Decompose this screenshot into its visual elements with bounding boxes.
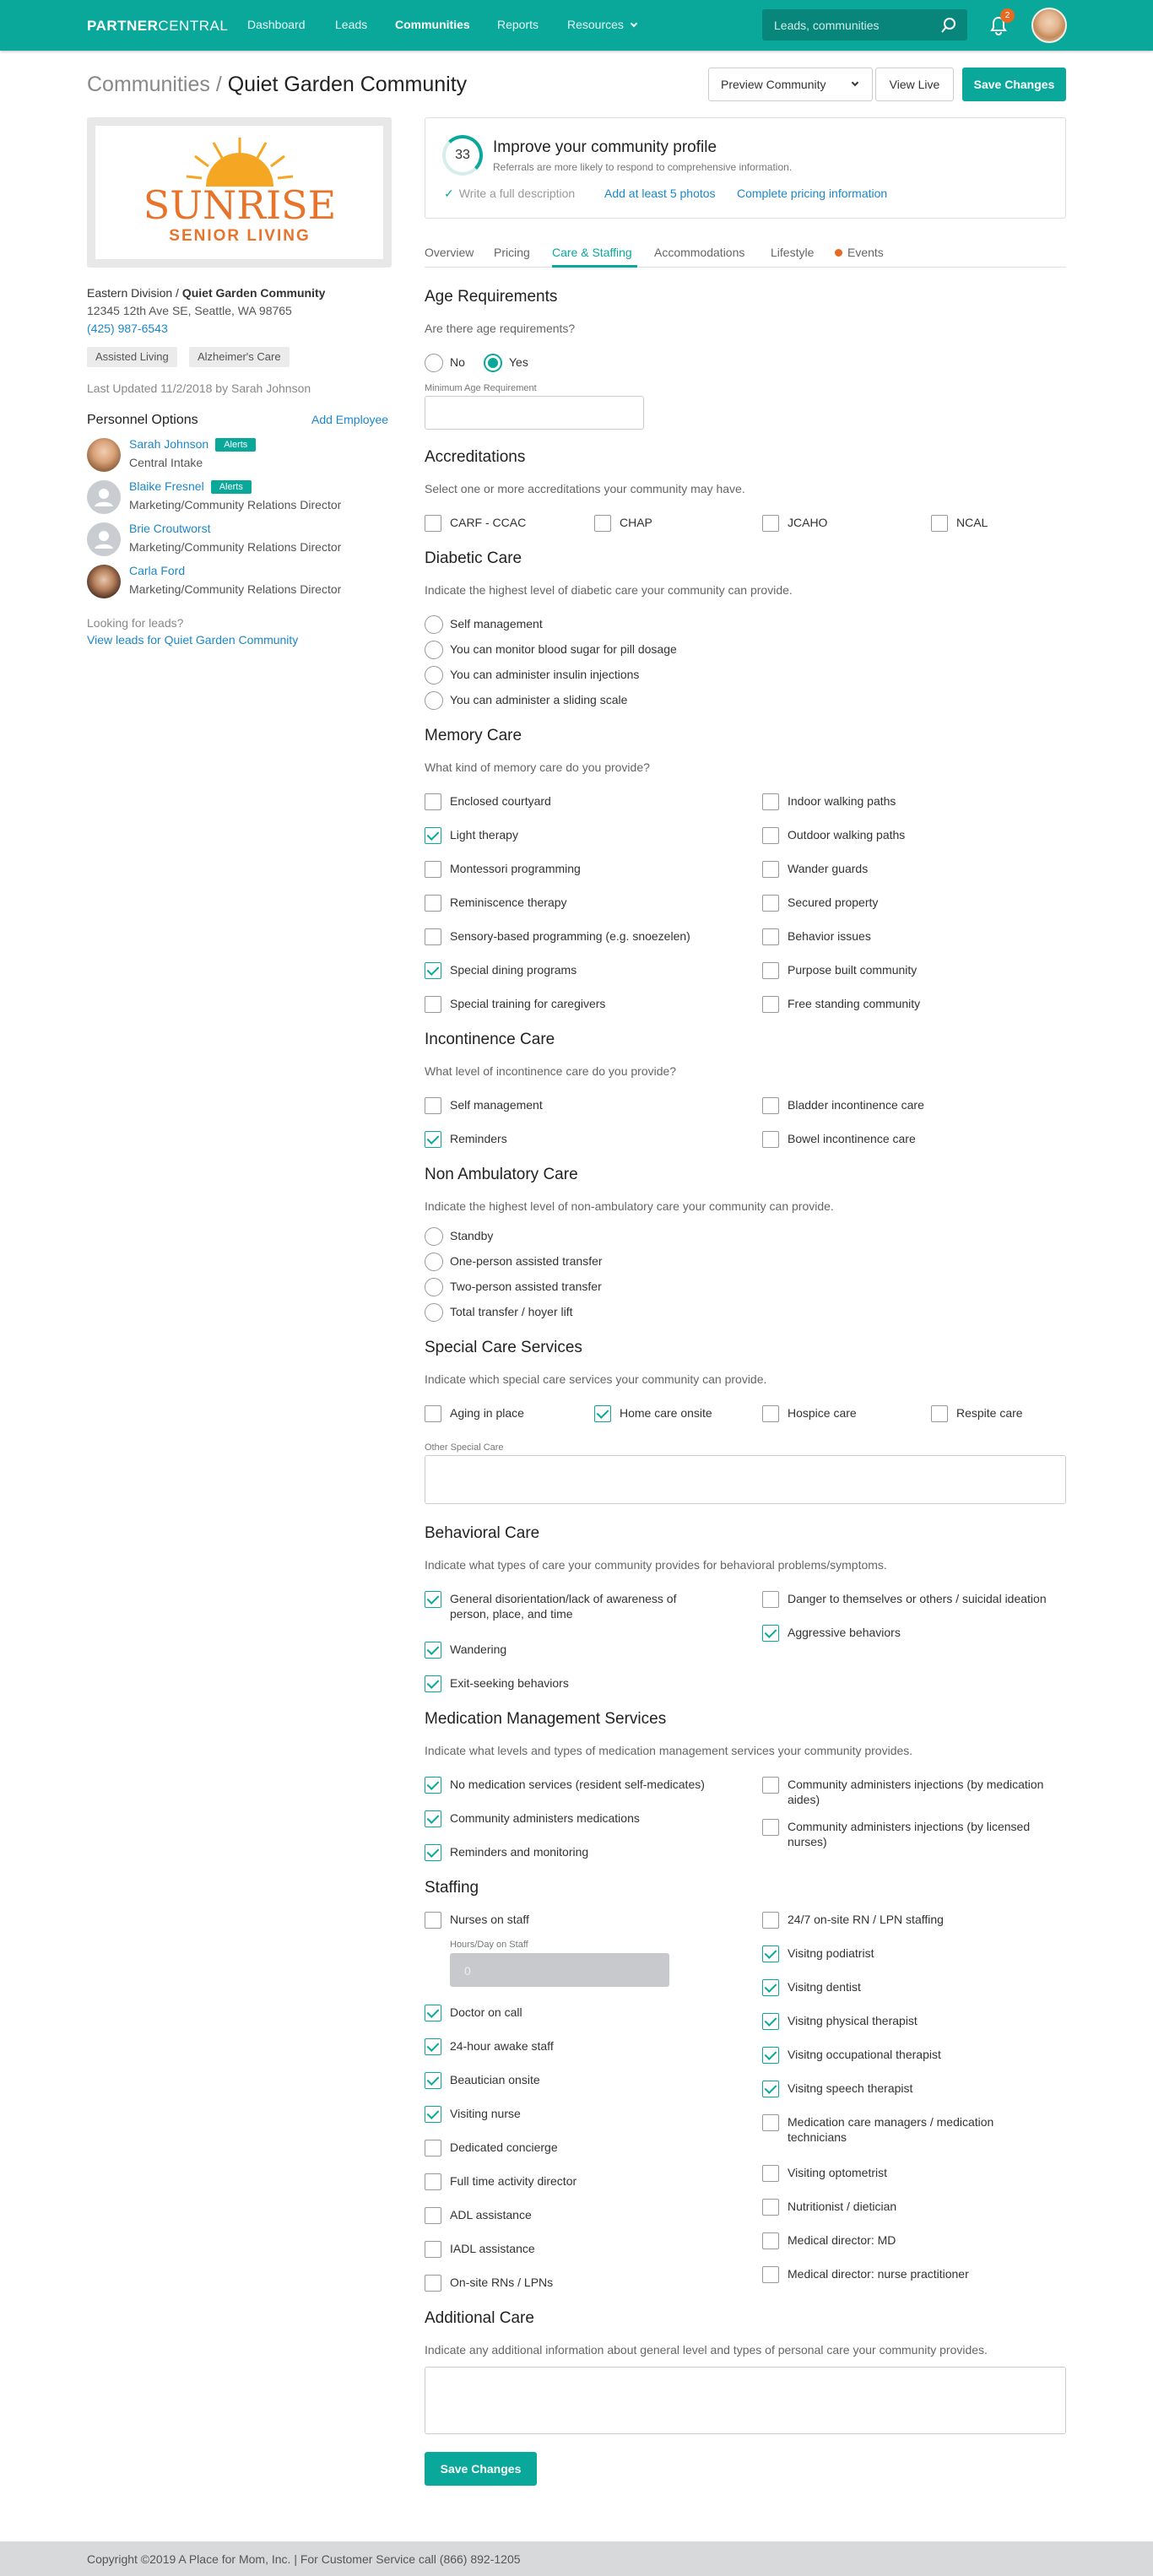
task-pricing-link[interactable]: Complete pricing information bbox=[737, 187, 888, 200]
nav-dashboard[interactable]: Dashboard bbox=[247, 18, 306, 31]
checkbox-icon bbox=[425, 2207, 441, 2224]
checkbox-icon bbox=[425, 2140, 441, 2157]
footer bbox=[0, 2541, 1153, 2576]
nav-communities[interactable]: Communities bbox=[395, 18, 470, 31]
avatar bbox=[87, 480, 121, 514]
checkbox-icon bbox=[762, 861, 779, 878]
svg-text:SENIOR LIVING: SENIOR LIVING bbox=[169, 227, 311, 245]
checkbox-option[interactable]: Purpose built community bbox=[762, 962, 917, 977]
section-title: Accreditations bbox=[425, 448, 526, 466]
breadcrumb bbox=[87, 73, 467, 97]
section-title: Special Care Services bbox=[425, 1339, 582, 1356]
leads-question: Looking for leads? bbox=[87, 616, 184, 630]
checkbox-option[interactable]: General disorientation/lack of awareness of person, place, and time bbox=[425, 1591, 676, 1621]
checkbox-option[interactable]: Behavior issues bbox=[762, 928, 871, 944]
profile-score-ring: 33 bbox=[442, 135, 483, 176]
avatar bbox=[87, 438, 121, 472]
radio-icon bbox=[425, 354, 443, 372]
brand-logo[interactable]: PARTNERCENTRAL bbox=[87, 18, 229, 34]
radio-icon bbox=[425, 615, 443, 634]
checkbox-option[interactable]: On-site RNs / LPNs bbox=[425, 2275, 553, 2290]
radio-icon bbox=[484, 354, 502, 372]
field-label: Hours/Day on Staff bbox=[450, 1940, 528, 1950]
checkbox-option[interactable]: Aggressive behaviors bbox=[762, 1625, 901, 1640]
checkbox-icon bbox=[762, 1777, 779, 1794]
checkbox-option[interactable]: JCAHO bbox=[762, 515, 827, 530]
checkbox-option[interactable]: Wander guards bbox=[762, 861, 868, 876]
checkbox-option[interactable]: 24/7 on-site RN / LPN staffing bbox=[762, 1912, 944, 1927]
checkbox-icon bbox=[425, 1131, 441, 1148]
section-title: Additional Care bbox=[425, 2309, 534, 2327]
checkbox-icon bbox=[762, 2013, 779, 2030]
tab-events[interactable]: Events bbox=[835, 246, 884, 259]
svg-text:SUNRISE: SUNRISE bbox=[143, 182, 337, 228]
section-subtitle: Are there age requirements? bbox=[425, 322, 576, 335]
last-updated: Last Updated 11/2/2018 by Sarah Johnson bbox=[87, 382, 311, 395]
tab-care-staffing[interactable]: Care & Staffing bbox=[552, 246, 632, 259]
checkbox-icon bbox=[762, 2199, 779, 2216]
checkbox-option[interactable]: Reminiscence therapy bbox=[425, 895, 567, 910]
checkbox-option[interactable]: Bladder incontinence care bbox=[762, 1097, 924, 1112]
checkbox-icon bbox=[425, 1097, 441, 1114]
checkbox-option[interactable]: Bowel incontinence care bbox=[762, 1131, 916, 1146]
radio-option[interactable]: Two-person assisted transfer bbox=[425, 1279, 602, 1294]
checkbox-option[interactable]: Respite care bbox=[931, 1405, 1023, 1421]
section-title: Non Ambulatory Care bbox=[425, 1166, 578, 1183]
checkbox-option[interactable]: Full time activity director bbox=[425, 2173, 576, 2189]
nav-resources[interactable]: Resources bbox=[567, 18, 636, 31]
checkbox-icon bbox=[425, 2275, 441, 2292]
checkbox-option[interactable]: ADL assistance bbox=[425, 2207, 532, 2222]
personnel-name[interactable]: Carla Ford bbox=[129, 564, 186, 577]
sunrise-logo-image bbox=[95, 126, 383, 259]
improve-subtitle: Referrals are more likely to respond to comprehensive information. bbox=[493, 161, 793, 173]
checkbox-icon bbox=[425, 1777, 441, 1794]
personnel-role: Marketing/Community Relations Director bbox=[129, 582, 342, 596]
checkbox-option[interactable]: Special dining programs bbox=[425, 962, 576, 977]
section-title: Staffing bbox=[425, 1879, 479, 1897]
checkbox-icon bbox=[931, 515, 948, 532]
checkbox-icon bbox=[425, 2106, 441, 2123]
checkbox-option[interactable]: NCAL bbox=[931, 515, 988, 530]
chevron-down-icon bbox=[852, 79, 858, 86]
personnel-name[interactable]: Sarah Johnson bbox=[129, 437, 209, 451]
section-subtitle: What level of incontinence care do you provide? bbox=[425, 1064, 677, 1078]
checkbox-option[interactable]: CHAP bbox=[594, 515, 652, 530]
section-title: Medication Management Services bbox=[425, 1710, 667, 1728]
checkbox-option[interactable]: Outdoor walking paths bbox=[762, 827, 905, 842]
task-add-photos-link[interactable]: Add at least 5 photos bbox=[604, 187, 716, 200]
checkbox-option[interactable]: Beautician onsite bbox=[425, 2072, 540, 2087]
search-icon[interactable] bbox=[940, 17, 957, 34]
radio-option[interactable]: One-person assisted transfer bbox=[425, 1253, 603, 1269]
checkbox-icon bbox=[762, 1625, 779, 1642]
add-employee-link[interactable]: Add Employee bbox=[311, 413, 389, 426]
checkmark-icon: ✓ bbox=[444, 187, 454, 200]
checkbox-icon bbox=[425, 515, 441, 532]
section-title: Memory Care bbox=[425, 727, 522, 744]
checkbox-icon bbox=[594, 515, 611, 532]
checkbox-icon bbox=[762, 996, 779, 1013]
radio-icon bbox=[425, 1278, 443, 1296]
checkbox-option[interactable]: Doctor on call bbox=[425, 2005, 522, 2020]
checkbox-option[interactable]: Visitng physical therapist bbox=[762, 2013, 918, 2028]
other-special-care-input[interactable] bbox=[425, 1455, 1066, 1504]
user-placeholder-icon bbox=[87, 480, 121, 514]
personnel-role: Marketing/Community Relations Director bbox=[129, 498, 342, 511]
section-subtitle: Indicate the highest level of non-ambulatory care your community can provide. bbox=[425, 1199, 834, 1213]
checkbox-icon bbox=[425, 2072, 441, 2089]
checkbox-option[interactable]: Indoor walking paths bbox=[762, 793, 896, 809]
checkbox-icon bbox=[425, 1642, 441, 1659]
radio-option[interactable]: You can monitor blood sugar for pill dosage bbox=[425, 641, 677, 657]
checkbox-icon bbox=[762, 515, 779, 532]
status-dot-icon bbox=[835, 249, 842, 257]
personnel-title: Personnel Options bbox=[87, 413, 198, 427]
checkbox-option[interactable]: Dedicated concierge bbox=[425, 2140, 558, 2155]
community-division-line: Eastern Division / Quiet Garden Community bbox=[87, 286, 326, 300]
personnel-role: Marketing/Community Relations Director bbox=[129, 540, 342, 554]
checkbox-icon bbox=[425, 793, 441, 810]
footer-text: Copyright ©2019 A Place for Mom, Inc. | For Customer Service call (866) 892-1205 bbox=[87, 2552, 521, 2566]
tab-lifestyle[interactable]: Lifestyle bbox=[771, 246, 815, 259]
section-title: Behavioral Care bbox=[425, 1524, 540, 1542]
hours-per-day-input[interactable]: 0 bbox=[450, 1953, 669, 1987]
care-type-tag: Assisted Living bbox=[87, 347, 177, 367]
checkbox-option[interactable]: Hospice care bbox=[762, 1405, 857, 1421]
checkbox-icon bbox=[762, 2047, 779, 2064]
checkbox-option[interactable]: Community administers medications bbox=[425, 1810, 640, 1826]
checkbox-option[interactable]: Nutritionist / dietician bbox=[762, 2199, 896, 2214]
checkbox-icon bbox=[762, 928, 779, 945]
checkbox-option[interactable]: Reminders and monitoring bbox=[425, 1844, 588, 1859]
checkbox-option[interactable]: 24-hour awake staff bbox=[425, 2038, 554, 2054]
checkbox-option[interactable]: Visitng podiatrist bbox=[762, 1946, 874, 1961]
alerts-badge: Alerts bbox=[211, 480, 252, 494]
community-logo bbox=[87, 117, 392, 268]
radio-option[interactable]: Total transfer / hoyer lift bbox=[425, 1304, 573, 1319]
save-changes-bottom-button[interactable]: Save Changes bbox=[425, 2452, 537, 2486]
checkbox-option[interactable]: Visitng speech therapist bbox=[762, 2081, 912, 2096]
checkbox-icon bbox=[762, 1405, 779, 1422]
checkbox-icon bbox=[762, 2232, 779, 2249]
checkbox-icon bbox=[425, 827, 441, 844]
user-placeholder-icon bbox=[87, 522, 121, 556]
checkbox-option[interactable]: Home care onsite bbox=[594, 1405, 712, 1421]
checkbox-icon bbox=[762, 1819, 779, 1836]
field-label: Minimum Age Requirement bbox=[425, 383, 537, 393]
checkbox-option[interactable]: Community administers injections (by medication aides) bbox=[762, 1777, 1043, 1807]
checkbox-option[interactable]: Secured property bbox=[762, 895, 878, 910]
nav-leads[interactable]: Leads bbox=[335, 18, 368, 31]
checkbox-icon bbox=[425, 2005, 441, 2021]
checkbox-icon bbox=[762, 2114, 779, 2131]
checkbox-icon bbox=[762, 1131, 779, 1148]
top-navbar bbox=[0, 0, 1153, 51]
checkbox-option[interactable]: Special training for caregivers bbox=[425, 996, 605, 1011]
checkbox-icon bbox=[425, 962, 441, 979]
radio-icon bbox=[425, 1253, 443, 1271]
checkbox-option[interactable]: Medical director: nurse practitioner bbox=[762, 2266, 969, 2281]
checkbox-icon bbox=[425, 1912, 441, 1929]
checkbox-option[interactable]: CARF - CCAC bbox=[425, 515, 526, 530]
checkbox-option[interactable]: Nurses on staff bbox=[425, 1912, 529, 1927]
checkbox-icon bbox=[425, 2038, 441, 2055]
personnel-item bbox=[129, 479, 252, 494]
radio-yes[interactable]: Yes bbox=[484, 354, 528, 370]
checkbox-icon bbox=[762, 827, 779, 844]
checkbox-option[interactable]: Aging in place bbox=[425, 1405, 524, 1421]
view-leads-link[interactable]: View leads for Quiet Garden Community bbox=[87, 633, 299, 647]
nav-reports[interactable]: Reports bbox=[497, 18, 539, 31]
checkbox-icon bbox=[425, 895, 441, 912]
checkbox-icon bbox=[762, 2266, 779, 2283]
checkbox-option[interactable]: Visitng occupational therapist bbox=[762, 2047, 941, 2062]
checkbox-icon bbox=[425, 2173, 441, 2190]
user-avatar[interactable] bbox=[1031, 8, 1067, 43]
additional-care-textarea[interactable] bbox=[425, 2367, 1066, 2434]
radio-icon bbox=[425, 666, 443, 685]
radio-option[interactable]: You can administer insulin injections bbox=[425, 667, 639, 682]
section-subtitle: Indicate the highest level of diabetic care your community can provide. bbox=[425, 583, 793, 597]
improve-title: Improve your community profile bbox=[493, 138, 717, 156]
checkbox-icon bbox=[931, 1405, 948, 1422]
tab-divider bbox=[425, 267, 1066, 268]
personnel-name[interactable]: Brie Croutworst bbox=[129, 522, 211, 535]
checkbox-option[interactable]: Light therapy bbox=[425, 827, 518, 842]
section-subtitle: What kind of memory care do you provide? bbox=[425, 760, 650, 774]
radio-icon bbox=[425, 1227, 443, 1246]
checkbox-icon bbox=[762, 895, 779, 912]
avatar bbox=[87, 565, 121, 598]
checkbox-option[interactable]: Visiting nurse bbox=[425, 2106, 521, 2121]
tab-overview[interactable]: Overview bbox=[425, 246, 474, 259]
community-phone[interactable]: (425) 987-6543 bbox=[87, 322, 168, 335]
alerts-badge: Alerts bbox=[215, 438, 256, 452]
section-subtitle: Indicate any additional information about general level and types of personal care your community provides. bbox=[425, 2343, 988, 2357]
radio-icon bbox=[425, 1303, 443, 1322]
notification-count-badge: 2 bbox=[1000, 8, 1015, 23]
save-changes-button[interactable]: Save Changes bbox=[962, 68, 1066, 101]
checkbox-option[interactable]: No medication services (resident self-medicates) bbox=[425, 1777, 705, 1792]
community-address: 12345 12th Ave SE, Seattle, WA 98765 bbox=[87, 304, 292, 317]
page-title: Quiet Garden Community bbox=[227, 73, 468, 96]
radio-option[interactable]: Self management bbox=[425, 616, 543, 631]
task-done: ✓ Write a full description bbox=[444, 187, 576, 200]
checkbox-icon bbox=[762, 1097, 779, 1114]
radio-option[interactable]: You can administer a sliding scale bbox=[425, 692, 627, 707]
breadcrumb-root[interactable]: Communities / bbox=[87, 73, 222, 96]
checkbox-option[interactable]: Enclosed courtyard bbox=[425, 793, 551, 809]
avatar bbox=[87, 522, 121, 556]
checkbox-option[interactable]: Montessori programming bbox=[425, 861, 581, 876]
improve-profile-card bbox=[425, 117, 1066, 219]
field-label: Other Special Care bbox=[425, 1442, 504, 1453]
checkbox-icon bbox=[425, 1591, 441, 1608]
checkbox-option[interactable]: Community administers injections (by licensed nurses) bbox=[762, 1819, 1030, 1849]
section-subtitle: Indicate which special care services your community can provide. bbox=[425, 1372, 767, 1386]
checkbox-icon bbox=[762, 2165, 779, 2182]
section-title: Diabetic Care bbox=[425, 549, 522, 567]
section-subtitle: Select one or more accreditations your community may have. bbox=[425, 482, 745, 495]
preview-community-button[interactable]: Preview Community bbox=[708, 68, 873, 101]
section-subtitle: Indicate what levels and types of medication management services your community provides. bbox=[425, 1744, 913, 1757]
search-input[interactable]: Leads, communities bbox=[762, 9, 967, 41]
checkbox-option[interactable]: Self management bbox=[425, 1097, 543, 1112]
checkbox-icon bbox=[762, 2081, 779, 2097]
checkbox-option[interactable]: Visitng dentist bbox=[762, 1979, 861, 1994]
checkbox-option[interactable]: Sensory-based programming (e.g. snoezelen) bbox=[425, 928, 690, 944]
view-live-button[interactable]: View Live bbox=[875, 68, 954, 101]
personnel-role: Central Intake bbox=[129, 456, 203, 469]
personnel-name[interactable]: Blaike Fresnel bbox=[129, 479, 204, 493]
checkbox-icon bbox=[425, 2241, 441, 2258]
radio-icon bbox=[425, 641, 443, 659]
radio-no[interactable]: No bbox=[425, 354, 465, 370]
checkbox-option[interactable]: Danger to themselves or others / suicidal ideation bbox=[762, 1591, 1047, 1606]
checkbox-option[interactable]: Wandering bbox=[425, 1642, 506, 1657]
checkbox-icon bbox=[425, 1405, 441, 1422]
checkbox-icon bbox=[762, 1946, 779, 1962]
checkbox-icon bbox=[762, 962, 779, 979]
checkbox-option[interactable]: IADL assistance bbox=[425, 2241, 535, 2256]
checkbox-icon bbox=[762, 793, 779, 810]
checkbox-icon bbox=[762, 1912, 779, 1929]
checkbox-icon bbox=[425, 861, 441, 878]
checkbox-icon bbox=[594, 1405, 611, 1422]
tab-accommodations[interactable]: Accommodations bbox=[654, 246, 745, 259]
checkbox-option[interactable]: Medication care managers / medication technicians bbox=[762, 2114, 993, 2145]
checkbox-option[interactable]: Reminders bbox=[425, 1131, 507, 1146]
checkbox-icon bbox=[425, 996, 441, 1013]
checkbox-icon bbox=[425, 1844, 441, 1861]
personnel-item bbox=[129, 437, 256, 452]
checkbox-option[interactable]: Exit-seeking behaviors bbox=[425, 1675, 569, 1691]
radio-option[interactable]: Standby bbox=[425, 1228, 493, 1243]
tab-pricing[interactable]: Pricing bbox=[494, 246, 530, 259]
checkbox-icon bbox=[762, 1591, 779, 1608]
checkbox-option[interactable]: Medical director: MD bbox=[762, 2232, 896, 2248]
section-subtitle: Indicate what types of care your community provides for behavioral problems/symptoms. bbox=[425, 1558, 887, 1572]
radio-icon bbox=[425, 691, 443, 710]
checkbox-icon bbox=[425, 928, 441, 945]
checkbox-icon bbox=[762, 1979, 779, 1996]
checkbox-icon bbox=[425, 1675, 441, 1692]
active-tab-indicator bbox=[552, 265, 637, 268]
checkbox-option[interactable]: Free standing community bbox=[762, 996, 920, 1011]
section-title: Incontinence Care bbox=[425, 1031, 555, 1048]
care-type-tag: Alzheimer's Care bbox=[189, 347, 290, 367]
checkbox-icon bbox=[425, 1810, 441, 1827]
section-title: Age Requirements bbox=[425, 288, 558, 306]
min-age-input[interactable] bbox=[425, 396, 644, 430]
chevron-down-icon bbox=[631, 20, 637, 27]
checkbox-option[interactable]: Visiting optometrist bbox=[762, 2165, 887, 2180]
